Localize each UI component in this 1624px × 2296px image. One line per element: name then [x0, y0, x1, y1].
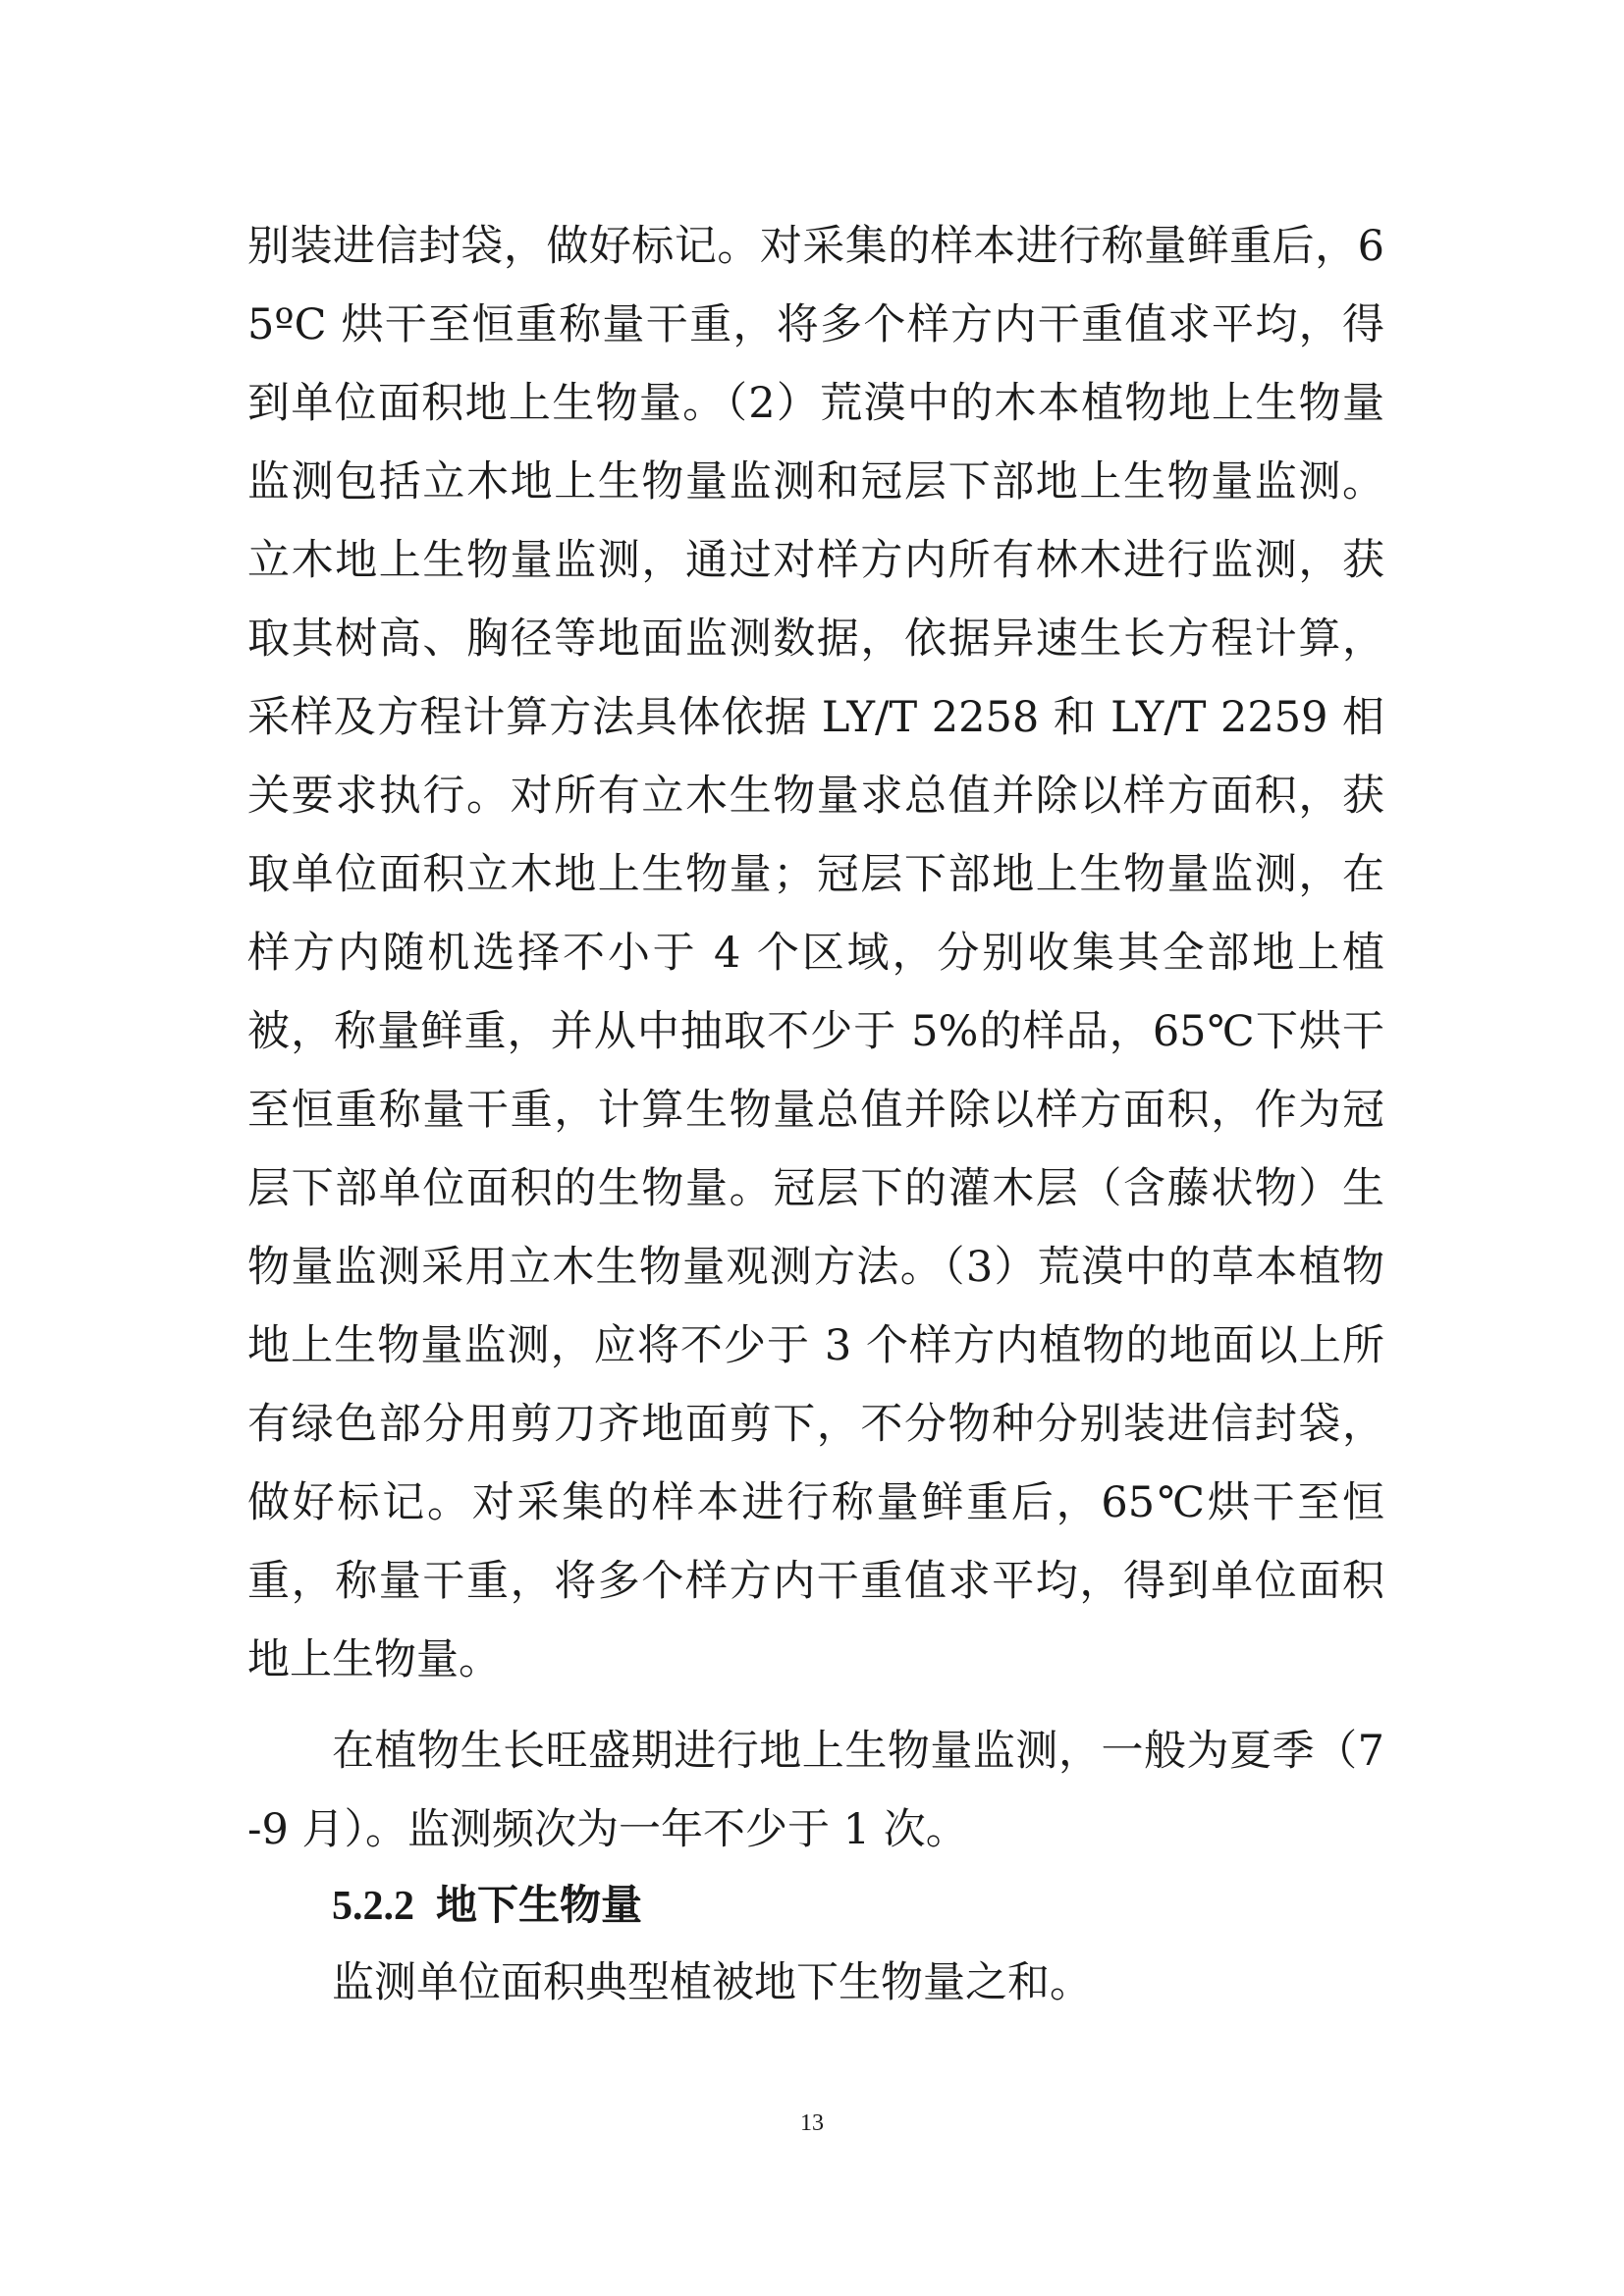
section-number: 5.2.2: [332, 1884, 414, 1929]
body-paragraph: 监测单位面积典型植被地下生物量之和。: [332, 1958, 1092, 2007]
page-number: 13: [800, 2110, 824, 2136]
body-paragraph: 别装进信封袋，做好标记。对采集的样本进行称量鲜重后，65ºC 烘干至恒重称量干重，将多个样方内干重值求平均，得到单位面积地上生物量。（2）荒漠中的木本植物地上生物量监测包括立木地上生物量监测和冠层下部地上生物量监测。立木地上生物量监测，通过对样方内所有林木进行监测，获取其树高、胸径等地面监测数据，依据异速生长方程计算，采样及方程计算方法具体依据 LY/T 2258 和 LY/T 2259 相关要求执行。对所有立木生物量求总值并除以样方面积，获取单位面积立木地上生物量；冠层下部地上生物量监测，在样方内随机选择不小于 4 个区域，分别收集其全部地上植被，称量鲜重，并从中抽取不少于 5%的样品，65℃下烘干至恒重称量干重，计算生物量总值并除以样方面积，作为冠层下部单位面积的生物量。冠层下的灌木层（含藤状物）生物量监测采用立木生物量观测方法。（3）荒漠中的草本植物地上生物量监测，应将不少于 3 个样方内植物的地面以上所有绿色部分用剪刀齐地面剪下，不分物种分别装进信封袋，做好标记。对采集的样本进行称量鲜重后，65℃烘干至恒重，称量干重，将多个样方内干重值求平均，得到单位面积地上生物量。: [247, 222, 1384, 1684]
body-paragraph: 在植物生长旺盛期进行地上生物量监测，一般为夏季（7-9 月）。监测频次为一年不少于 1 次。: [247, 1727, 1384, 1854]
section-heading: [332, 1866, 642, 1946]
section-title: 地下生物量: [436, 1881, 643, 1929]
